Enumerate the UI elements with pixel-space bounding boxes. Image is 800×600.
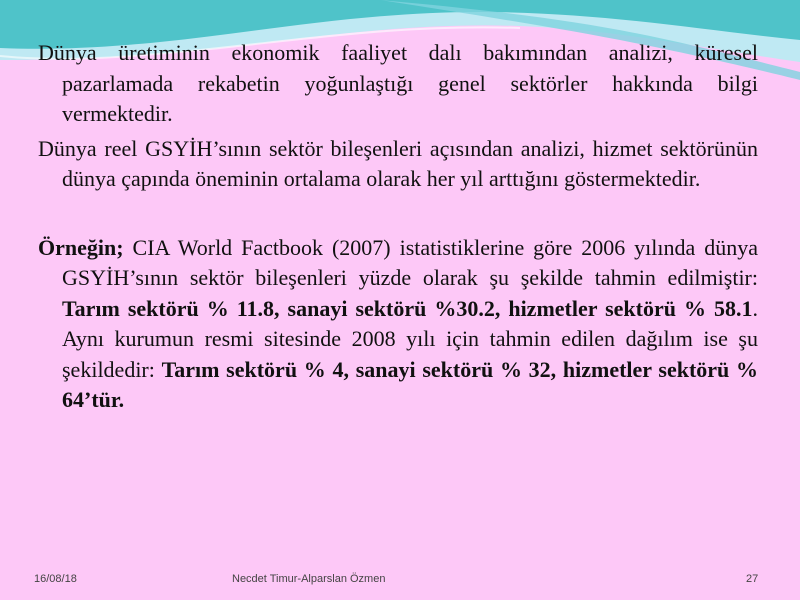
footer-date: 16/08/18 xyxy=(34,573,77,585)
example-lead: Örneğin; xyxy=(38,234,124,260)
example-text-1: CIA World Factbook (2007) istatistiklerine göre 2006 yılında dünya GSYİH’sının sektör bileşenleri yüzde olarak şu şekilde tahmin edilmiştir: xyxy=(62,234,758,290)
paragraph-example xyxy=(38,233,758,416)
example-2008-figures: Tarım sektörü % 4, sanayi sektörü % 32, hizmetler sektörü % 64’tür. xyxy=(62,356,758,412)
example-text-2: . Aynı kurumun resmi sitesinde 2008 yılı için tahmin edilen dağılım ise şu şekildedir: xyxy=(62,295,758,382)
paragraph-gdp-analysis: Dünya reel GSYİH’sının sektör bileşenleri açısından analizi, hizmet sektörünün dünya çapında öneminin ortalama olarak her yıl arttığını göstermektedir. xyxy=(38,135,758,191)
footer-author: Necdet Timur-Alparslan Özmen xyxy=(232,573,386,585)
slide-body xyxy=(38,38,758,416)
footer-page-number: 27 xyxy=(746,573,759,585)
example-2006-figures: Tarım sektörü % 11.8, sanayi sektörü %30.2, hizmetler sektörü % 58.1 xyxy=(62,295,753,321)
paragraph-production-analysis: Dünya üretiminin ekonomik faaliyet dalı bakımından analizi, küresel pazarlamada rekabetin yoğunlaştığı genel sektörler hakkında bilgi vermektedir. xyxy=(38,40,758,126)
